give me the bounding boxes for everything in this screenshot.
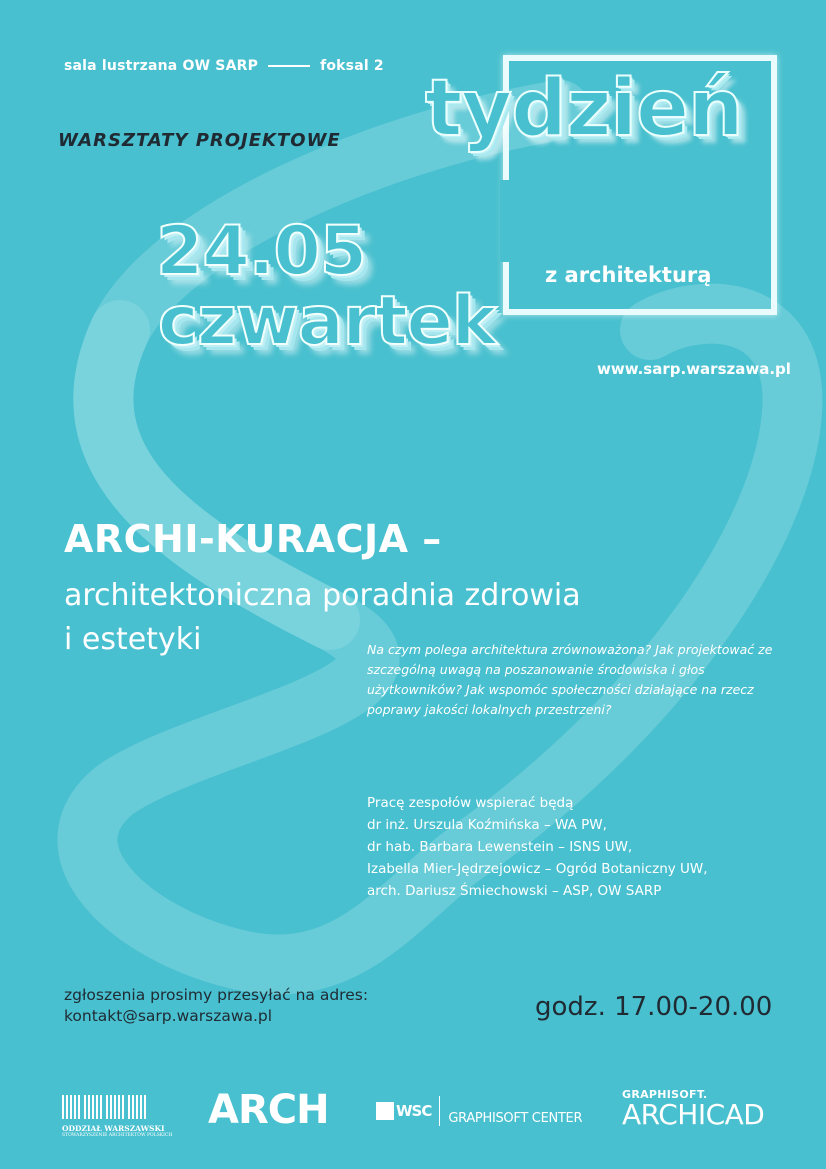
event-hours: godz. 17.00-20.00 xyxy=(535,992,773,1022)
event-date: 24.05 xyxy=(156,212,367,291)
sarp-mark-icon xyxy=(62,1095,162,1119)
frame-gap xyxy=(500,180,534,262)
venue-divider xyxy=(268,65,310,67)
arch-logo: ARCH xyxy=(208,1087,329,1133)
sarp-association: STOWARZYSZENIE ARCHITEKTÓW POLSKICH xyxy=(62,1133,173,1138)
contact-block xyxy=(64,985,368,1027)
support-person: dr hab. Barbara Lewenstein – ISNS UW, xyxy=(367,839,633,855)
support-list xyxy=(367,792,807,902)
week-title: tydzień xyxy=(425,64,743,154)
workshop-subtitle-line: i estetyki xyxy=(64,622,202,657)
wsc-label: GRAPHISOFT CENTER xyxy=(448,1110,583,1126)
archicad-label: ARCHICAD xyxy=(622,1098,765,1131)
workshop-questions: Na czym polega architektura zrównoważona? Jak projektować ze szczególną uwagą na poszanowanie środowiska i głos użytkowników? Jak wspomóc społeczności działające na rzecz poprawy jakości lokalnych przestrzeni? xyxy=(367,642,773,717)
event-type: WARSZTATY PROJEKTOWE xyxy=(58,130,341,151)
event-weekday: czwartek xyxy=(158,282,496,361)
sarp-branch: ODDZIAŁ WARSZAWSKI xyxy=(62,1124,165,1133)
support-intro: Pracę zespołów wspierać będą xyxy=(367,795,574,811)
week-subtitle: z architekturą xyxy=(545,263,712,287)
contact-label: zgłoszenia prosimy przesyłać na adres: xyxy=(64,986,369,1004)
venue-line xyxy=(64,58,384,74)
support-person: dr inż. Urszula Koźmińska – WA PW, xyxy=(367,817,607,833)
graphisoft-label: GRAPHISOFT. xyxy=(622,1088,708,1101)
website-link[interactable]: www.sarp.warszawa.pl xyxy=(597,360,791,378)
wsc-mark-icon xyxy=(376,1102,431,1120)
wsc-logo xyxy=(376,1096,582,1126)
venue-name: sala lustrzana OW SARP xyxy=(64,58,259,74)
wsc-mark-text: WSC xyxy=(396,1102,432,1120)
archicad-logo xyxy=(622,1088,764,1129)
workshop-subtitle-line: architektoniczna poradnia zdrowia xyxy=(64,578,581,613)
contact-email[interactable]: kontakt@sarp.warszawa.pl xyxy=(64,1007,273,1025)
venue-address: foksal 2 xyxy=(320,58,384,74)
support-person: Izabella Mier-Jędrzejowicz – Ogród Botaniczny UW, xyxy=(367,861,708,877)
workshop-title: ARCHI-KURACJA – xyxy=(64,517,442,561)
support-person: arch. Dariusz Śmiechowski – ASP, OW SARP xyxy=(367,883,662,899)
sarp-logo xyxy=(62,1095,173,1141)
wsc-divider xyxy=(439,1096,440,1126)
